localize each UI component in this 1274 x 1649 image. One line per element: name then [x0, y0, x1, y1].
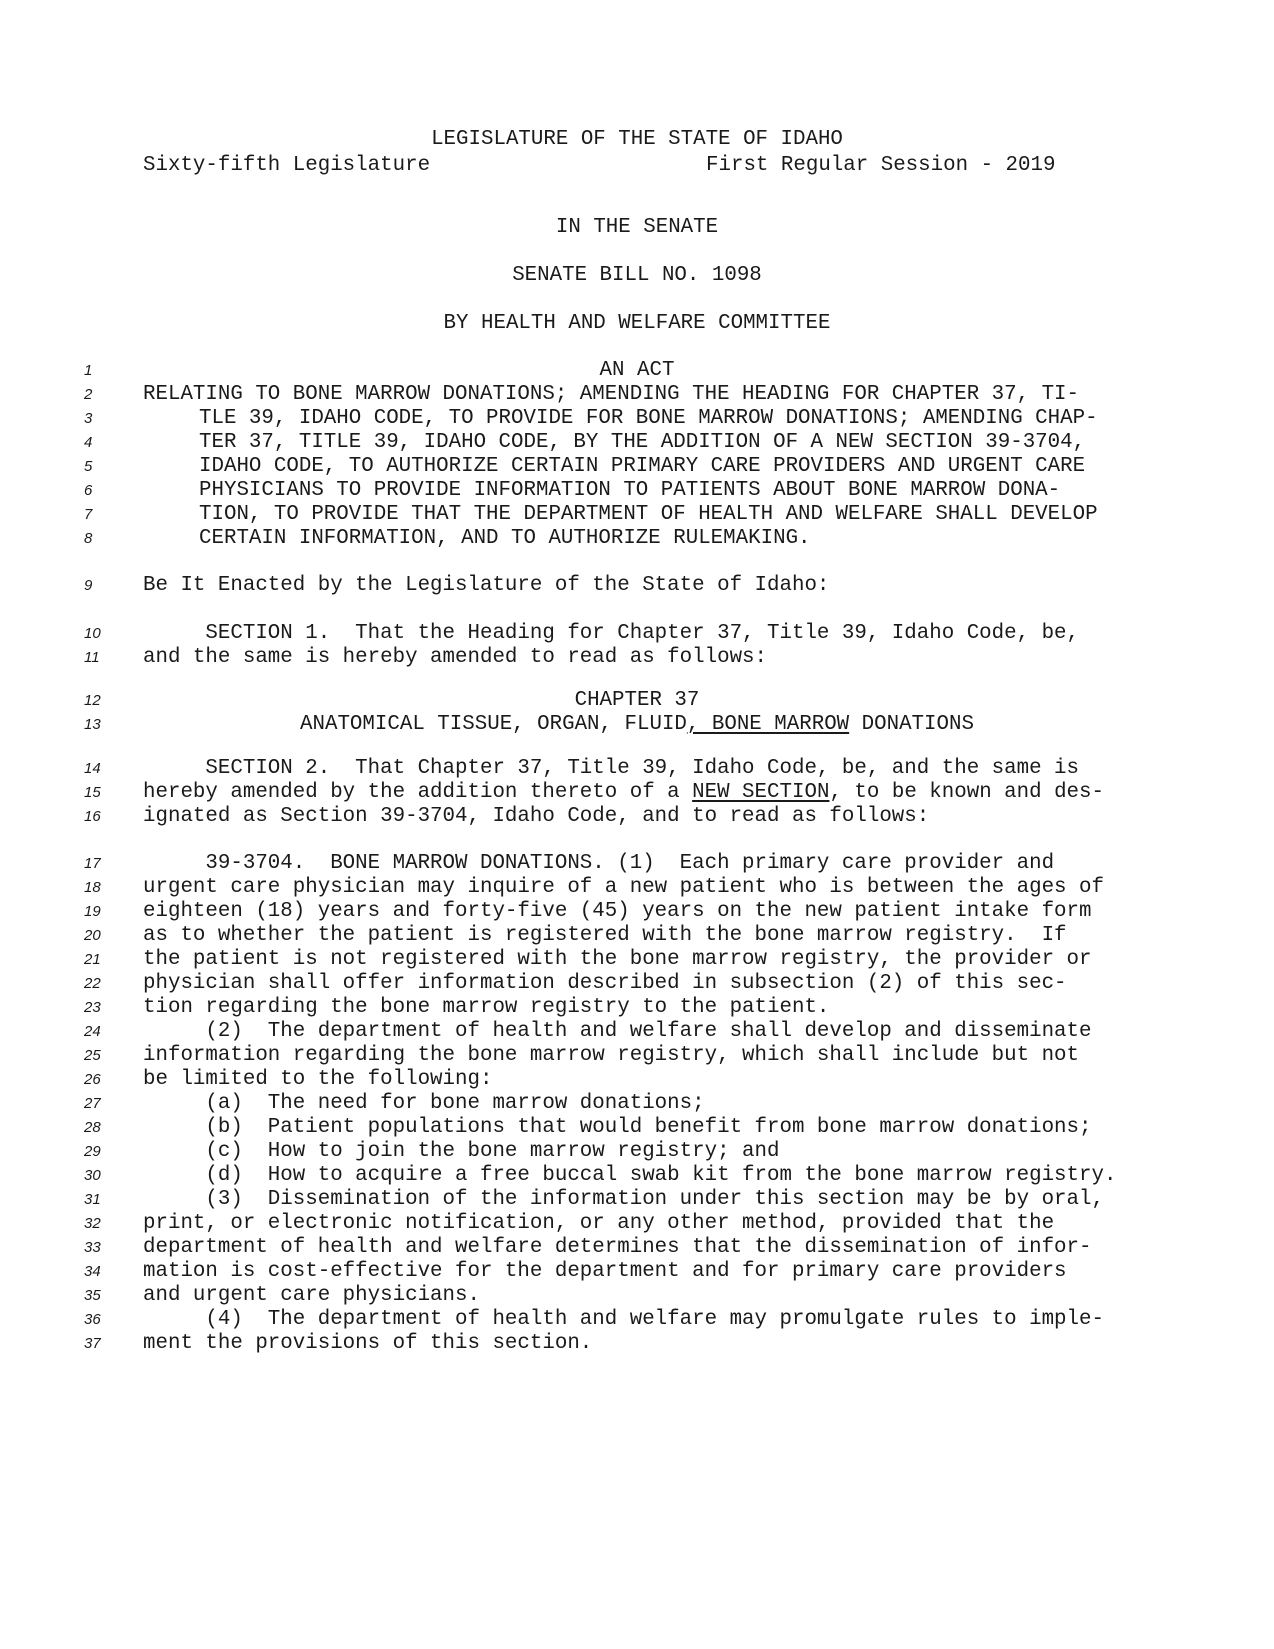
section-text-line: information regarding the bone marrow registry, which shall include but not — [143, 1044, 1080, 1067]
line-number: 16 — [84, 808, 101, 825]
line-number: 20 — [84, 927, 101, 944]
line-number: 29 — [84, 1143, 101, 1160]
section-text-line: print, or electronic notification, or any other method, provided that the — [143, 1212, 1055, 1235]
section-text-line: eighteen (18) years and forty-five (45) years on the new patient intake form — [143, 900, 1092, 923]
line-number: 13 — [84, 716, 101, 733]
line-number: 32 — [84, 1215, 101, 1232]
section-text-line: (3) Dissemination of the information under this section may be by oral, — [143, 1188, 1104, 1211]
line-number: 30 — [84, 1167, 101, 1184]
line-number: 12 — [84, 692, 101, 709]
section-text-line: and urgent care physicians. — [143, 1284, 480, 1307]
section2-line: SECTION 2. That Chapter 37, Title 39, Idaho Code, be, and the same is — [143, 757, 1080, 780]
section-text-line: (4) The department of health and welfare may promulgate rules to imple- — [143, 1308, 1104, 1331]
section-text-line: 39-3704. BONE MARROW DONATIONS. (1) Each primary care provider and — [143, 852, 1055, 875]
new-section-marker: NEW SECTION — [692, 781, 830, 804]
line-number: 19 — [84, 903, 101, 920]
line-number: 36 — [84, 1311, 101, 1328]
section-text-line: department of health and welfare determines that the dissemination of infor- — [143, 1236, 1092, 1259]
line-number: 10 — [84, 625, 101, 642]
chapter-heading-existing: ANATOMICAL TISSUE, ORGAN, FLUID — [300, 713, 687, 736]
bill-sponsor: BY HEALTH AND WELFARE COMMITTEE — [443, 312, 831, 335]
line-number: 9 — [84, 577, 93, 594]
line-number: 25 — [84, 1047, 101, 1064]
section-text-line: (b) Patient populations that would benefit from bone marrow donations; — [143, 1116, 1092, 1139]
section-text-line: be limited to the following: — [143, 1068, 493, 1091]
line-number: 15 — [84, 784, 101, 801]
line-number: 23 — [84, 999, 101, 1016]
line-number: 3 — [84, 410, 93, 427]
act-title-line: PHYSICIANS TO PROVIDE INFORMATION TO PATIENTS ABOUT BONE MARROW DONA- — [199, 479, 1061, 502]
line-number: 2 — [84, 386, 93, 403]
section2-line — [143, 781, 1104, 805]
section-text-line: (c) How to join the bone marrow registry; and — [143, 1140, 780, 1163]
line-number: 8 — [84, 530, 93, 547]
line-number: 37 — [84, 1335, 101, 1352]
bill-number: SENATE BILL NO. 1098 — [512, 264, 762, 287]
enacting-clause: Be It Enacted by the Legislature of the State of Idaho: — [143, 574, 830, 597]
line-number: 11 — [84, 649, 100, 666]
line-number: 26 — [84, 1071, 101, 1088]
chamber-label: IN THE SENATE — [555, 216, 719, 239]
section2-line: ignated as Section 39-3704, Idaho Code, and to read as follows: — [143, 805, 930, 828]
section1-line: and the same is hereby amended to read as follows: — [143, 646, 768, 669]
line-number: 14 — [84, 760, 101, 777]
line-number: 34 — [84, 1263, 101, 1280]
section-text-line: mation is cost-effective for the department and for primary care providers — [143, 1260, 1067, 1283]
line-number: 33 — [84, 1239, 101, 1256]
line-number: 28 — [84, 1119, 101, 1136]
line-number: 4 — [84, 434, 93, 451]
line-number: 17 — [84, 855, 101, 872]
act-heading: AN ACT — [599, 359, 675, 382]
line-number: 31 — [84, 1191, 101, 1208]
act-title-line: RELATING TO BONE MARROW DONATIONS; AMENDING THE HEADING FOR CHAPTER 37, TI- — [143, 383, 1080, 406]
line-number: 21 — [84, 951, 101, 968]
section-text-line: as to whether the patient is registered with the bone marrow registry. If — [143, 924, 1067, 947]
line-number: 24 — [84, 1023, 101, 1040]
session-label: First Regular Session - 2019 — [706, 154, 1056, 177]
section-text-line: physician shall offer information described in subsection (2) of this sec- — [143, 972, 1067, 995]
section-text-line: (a) The need for bone marrow donations; — [143, 1092, 705, 1115]
section-text-line: the patient is not registered with the bone marrow registry, the provider or — [143, 948, 1092, 971]
legislature-number: Sixty-fifth Legislature — [143, 154, 431, 177]
chapter-heading-inserted: , BONE MARROW — [686, 713, 850, 736]
act-title-line: TION, TO PROVIDE THAT THE DEPARTMENT OF HEALTH AND WELFARE SHALL DEVELOP — [199, 503, 1098, 526]
section2-text: hereby amended by the addition thereto of a — [143, 781, 693, 804]
act-title-line: TER 37, TITLE 39, IDAHO CODE, BY THE ADDITION OF A NEW SECTION 39-3704, — [199, 431, 1086, 454]
section-text-line: urgent care physician may inquire of a new patient who is between the ages of — [143, 876, 1104, 899]
line-number: 18 — [84, 879, 101, 896]
chapter-number: CHAPTER 37 — [574, 689, 700, 712]
line-number: 27 — [84, 1095, 101, 1112]
section-text-line: (2) The department of health and welfare shall develop and disseminate — [143, 1020, 1092, 1043]
section1-line: SECTION 1. That the Heading for Chapter 37, Title 39, Idaho Code, be, — [143, 622, 1080, 645]
line-number: 22 — [84, 975, 101, 992]
line-number: 7 — [84, 506, 93, 523]
section-text-line: tion regarding the bone marrow registry to the patient. — [143, 996, 830, 1019]
act-title-line: TLE 39, IDAHO CODE, TO PROVIDE FOR BONE MARROW DONATIONS; AMENDING CHAP- — [199, 407, 1098, 430]
line-number: 35 — [84, 1287, 101, 1304]
section-text-line: ment the provisions of this section. — [143, 1332, 593, 1355]
line-number: 5 — [84, 458, 93, 475]
section2-text: , to be known and des- — [829, 781, 1105, 804]
chapter-heading — [0, 713, 1274, 737]
act-title-line: CERTAIN INFORMATION, AND TO AUTHORIZE RULEMAKING. — [199, 527, 811, 550]
act-title-line: IDAHO CODE, TO AUTHORIZE CERTAIN PRIMARY CARE PROVIDERS AND URGENT CARE — [199, 455, 1086, 478]
line-number: 6 — [84, 482, 93, 499]
chapter-heading-end: DONATIONS — [849, 713, 974, 736]
line-number: 1 — [84, 362, 93, 379]
legislature-title: LEGISLATURE OF THE STATE OF IDAHO — [431, 128, 843, 151]
section-text-line: (d) How to acquire a free buccal swab kit from the bone marrow registry. — [143, 1164, 1117, 1187]
